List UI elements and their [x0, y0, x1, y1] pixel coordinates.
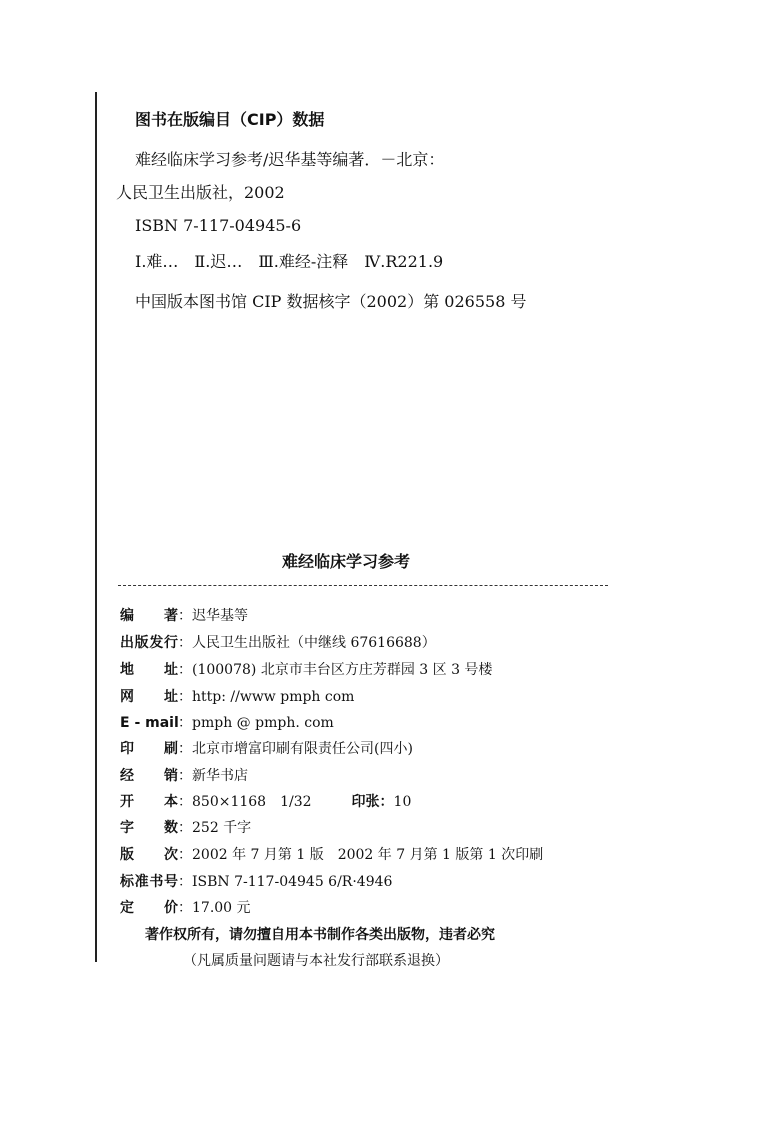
- row-label: 定价: [120, 900, 178, 916]
- cip-line: 中国版本图书馆 CIP 数据核字（2002）第 026558 号: [135, 292, 527, 311]
- colophon-row: [120, 846, 543, 864]
- row-value: ：252 千字: [178, 820, 252, 836]
- row-value: ：北京市增富印刷有限责任公司(四小): [178, 741, 413, 757]
- margin-line: [95, 92, 97, 962]
- colophon-row: [120, 793, 411, 811]
- colophon-row: [120, 714, 334, 732]
- colophon-row: [120, 899, 251, 917]
- row-label: 网址: [120, 689, 178, 705]
- row-label: 出版发行: [120, 635, 178, 651]
- sheet-label: 印张：: [351, 794, 394, 810]
- row-value: ：ISBN 7-117-04945 6/R·4946: [178, 874, 393, 890]
- row-label: 编著: [120, 608, 178, 624]
- row-label: 版次: [120, 847, 178, 863]
- colophon-row: [120, 607, 248, 625]
- sheet-value: 10: [393, 794, 412, 810]
- row-value: ：人民卫生出版社（中继线 67616688）: [178, 635, 436, 651]
- colophon-row: [120, 688, 354, 706]
- cip-line: Ⅰ.难… Ⅱ.迟… Ⅲ.难经-注释 Ⅳ.R221.9: [135, 252, 444, 271]
- colophon-row: [120, 661, 492, 679]
- row-value: ：17.00 元: [178, 900, 251, 916]
- colophon-row: [120, 767, 248, 785]
- row-value: ：2002 年 7 月第 1 版 2002 年 7 月第 1 版第 1 次印刷: [178, 847, 544, 863]
- row-value: ：(100078) 北京市丰台区方庄芳群园 3 区 3 号楼: [178, 662, 493, 678]
- colophon-row: [120, 873, 392, 891]
- cip-line: 人民卫生出版社，2002: [116, 183, 285, 202]
- row-label: 标准书号: [120, 874, 178, 890]
- row-value: ：pmph @ pmph. com: [178, 715, 334, 731]
- colophon-row: [120, 634, 436, 652]
- row-label: 地址: [120, 662, 178, 678]
- colophon-row: [120, 819, 251, 837]
- returns-notice: （凡属质量问题请与本社发行部联系退换）: [183, 953, 449, 969]
- row-value: ：850×1168 1/32: [178, 794, 312, 810]
- row-label: 字数: [120, 820, 178, 836]
- divider: [118, 585, 608, 586]
- cip-line: 难经临床学习参考/迟华基等编著．－北京：: [135, 150, 445, 169]
- book-title: 难经临床学习参考: [282, 552, 411, 571]
- cip-line: ISBN 7-117-04945-6: [135, 216, 302, 235]
- row-value: ：新华书店: [178, 768, 248, 784]
- row-label: E - mail: [120, 715, 179, 731]
- row-label: 经销: [120, 768, 178, 784]
- row-label: 开本: [120, 794, 178, 810]
- row-value: ：http: //www pmph com: [178, 689, 355, 705]
- row-label: 印刷: [120, 741, 178, 757]
- colophon-row: [120, 740, 413, 758]
- copyright-notice: 著作权所有，请勿擅自用本书制作各类出版物，违者必究: [145, 927, 495, 943]
- row-value: ：迟华基等: [178, 608, 248, 624]
- cip-title: 图书在版编目（CIP）数据: [135, 110, 325, 129]
